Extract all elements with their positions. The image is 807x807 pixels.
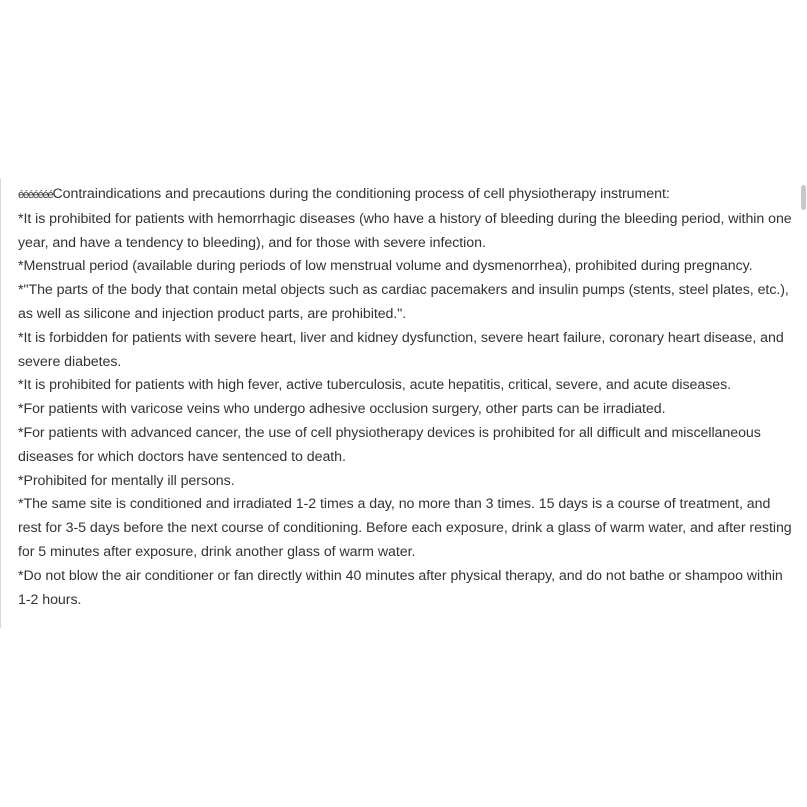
- description-text: [18, 183, 794, 612]
- list-item: *"The parts of the body that contain metal objects such as cardiac pacemakers and insulin pumps (stents, steel plates, etc.), as well as silicone and injection product parts, are prohibited.".: [18, 282, 789, 322]
- list-item: *It is prohibited for patients with hemorrhagic diseases (who have a history of bleeding during the bleeding period, within one year, and have a tendency to bleeding), and for those with severe infection.: [18, 210, 792, 251]
- list-item: *It is prohibited for patients with high fever, active tuberculosis, acute hepatitis, critical, severe, and acute diseases.: [18, 377, 732, 394]
- list-item: *For patients with varicose veins who undergo adhesive occlusion surgery, other parts can be irradiated.: [18, 401, 666, 418]
- description-panel: [0, 178, 807, 628]
- list-item: *The same site is conditioned and irradiated 1-2 times a day, no more than 3 times. 15 days is a course of treatment, and rest for 3-5 days before the next course of conditioning. Before each exposure, drink a glass of warm water, and after resting for 5 minutes after exposure, drink another glass of warm water.: [18, 496, 792, 560]
- garbled-prefix: ééééééé: [18, 189, 53, 201]
- list-item: *For patients with advanced cancer, the use of cell physiotherapy devices is prohibited for all difficult and miscellaneous diseases for which doctors have sentenced to death.: [18, 424, 761, 465]
- scrollbar-thumb[interactable]: [801, 185, 806, 210]
- heading-line: [18, 183, 794, 208]
- heading-text: Contraindications and precautions during the conditioning process of cell physiotherapy instrument:: [52, 186, 670, 202]
- list-item: *Menstrual period (available during periods of low menstrual volume and dysmenorrhea), prohibited during pregnancy.: [18, 258, 753, 275]
- list-item: *Prohibited for mentally ill persons.: [18, 472, 235, 489]
- list-item: *It is forbidden for patients with severe heart, liver and kidney dysfunction, severe heart failure, coronary heart disease, and severe diabetes.: [18, 329, 784, 370]
- vertical-scrollbar[interactable]: [799, 178, 807, 628]
- list-item: *Do not blow the air conditioner or fan directly within 40 minutes after physical therapy, and do not bathe or shampoo within 1-2 hours.: [18, 567, 783, 608]
